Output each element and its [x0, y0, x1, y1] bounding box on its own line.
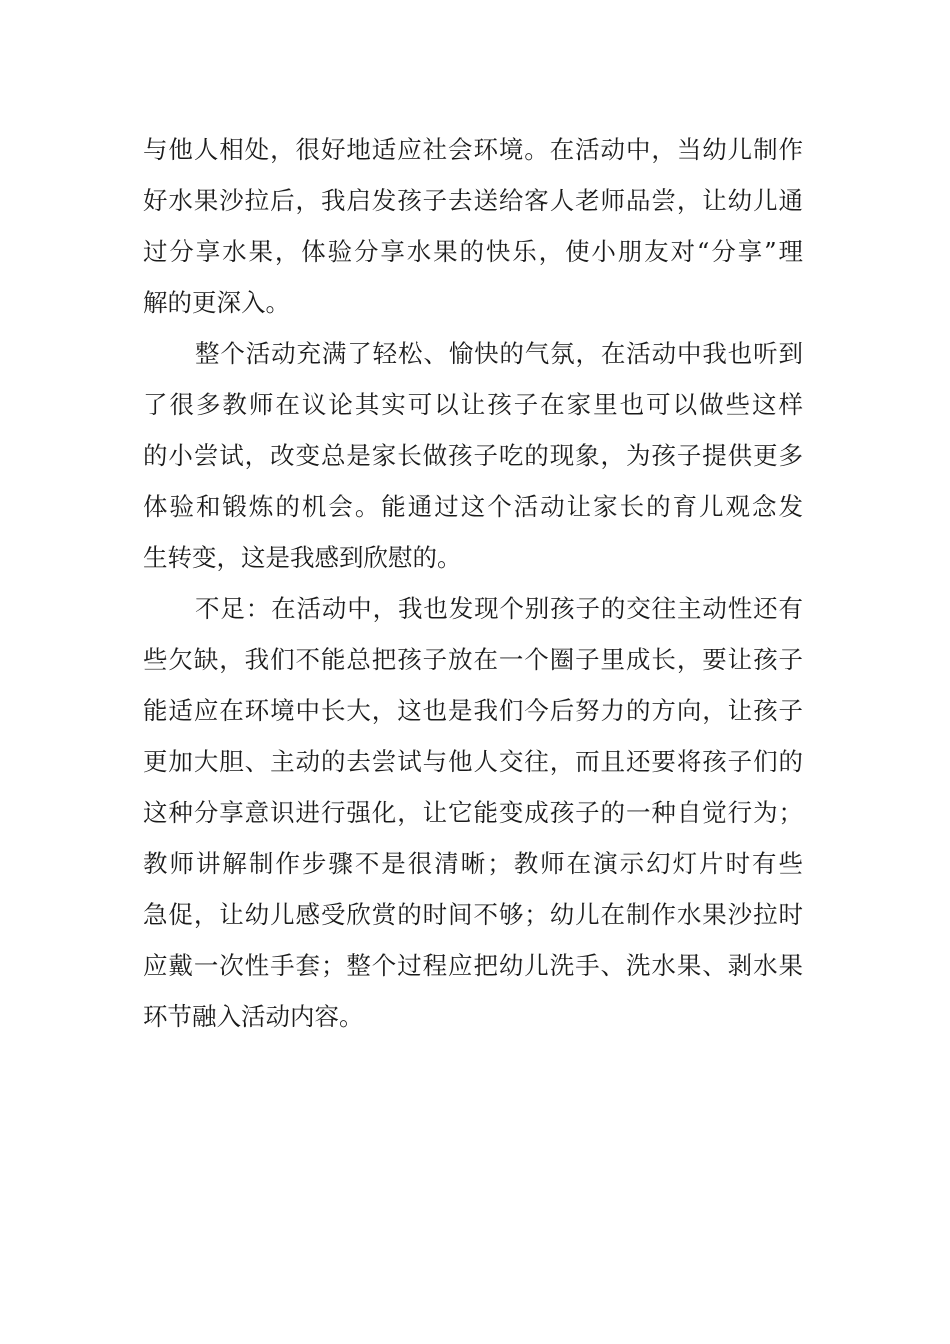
paragraph [143, 124, 803, 328]
text-line: 教师讲解制作步骤不是很清晰；教师在演示幻灯片时有些 [143, 849, 803, 878]
paragraph [143, 328, 803, 583]
text-line: 生转变，这是我感到欣慰的。 [143, 543, 462, 572]
text-line: 环节融入活动内容。 [143, 1002, 364, 1031]
text-line: 些欠缺，我们不能总把孩子放在一个圈子里成长，要让孩子 [143, 645, 803, 674]
text-line: 解的更深入。 [143, 288, 290, 317]
body-text [143, 124, 803, 1042]
text-line: 这种分享意识进行强化，让它能变成孩子的一种自觉行为； [143, 798, 803, 827]
text-line: 不足：在活动中，我也发现个别孩子的交往主动性还有 [195, 594, 803, 623]
text-line: 与他人相处，很好地适应社会环境。在活动中，当幼儿制作 [143, 135, 803, 164]
text-line: 过分享水果，体验分享水果的快乐，使小朋友对“分享”理 [143, 237, 803, 266]
text-line: 体验和锻炼的机会。能通过这个活动让家长的育儿观念发 [143, 492, 803, 521]
text-line: 了很多教师在议论其实可以让孩子在家里也可以做些这样 [143, 390, 803, 419]
text-line: 能适应在环境中长大，这也是我们今后努力的方向，让孩子 [143, 696, 803, 725]
text-line: 好水果沙拉后，我启发孩子去送给客人老师品尝，让幼儿通 [143, 186, 803, 215]
text-line: 应戴一次性手套；整个过程应把幼儿洗手、洗水果、剥水果 [143, 951, 803, 980]
paragraph [143, 583, 803, 1042]
text-line: 急促，让幼儿感受欣赏的时间不够；幼儿在制作水果沙拉时 [143, 900, 803, 929]
text-line: 更加大胆、主动的去尝试与他人交往，而且还要将孩子们的 [143, 747, 803, 776]
text-line: 的小尝试，改变总是家长做孩子吃的现象，为孩子提供更多 [143, 441, 803, 470]
text-line: 整个活动充满了轻松、愉快的气氛，在活动中我也听到 [195, 339, 803, 368]
